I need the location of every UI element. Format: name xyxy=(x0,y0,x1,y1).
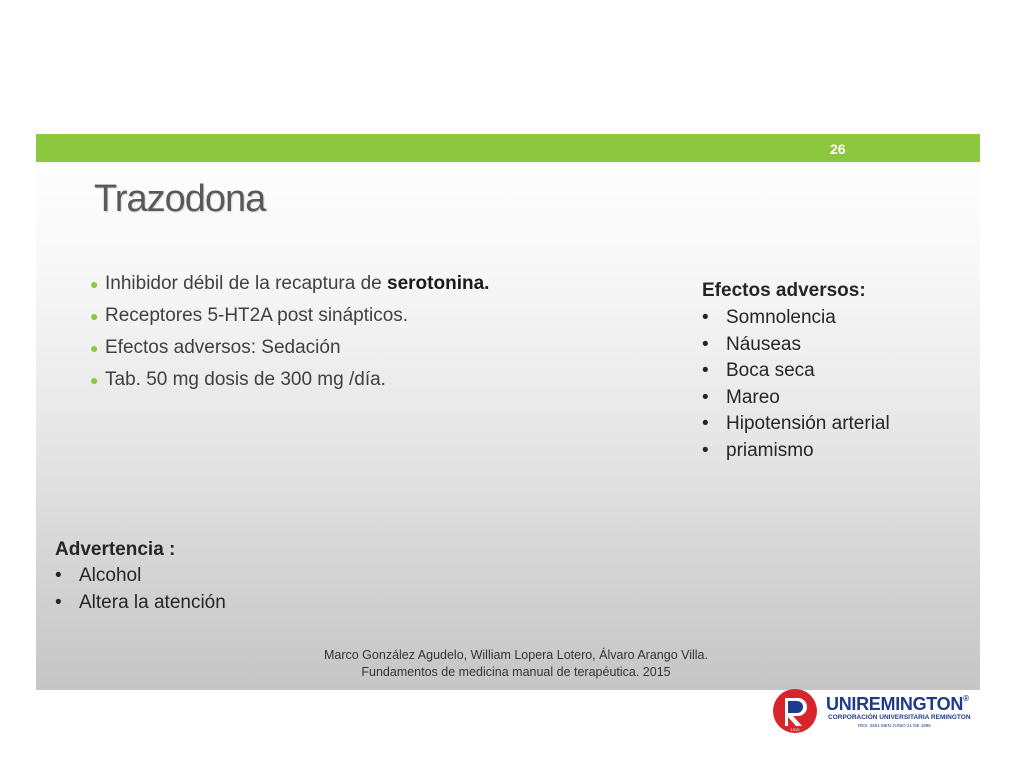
list-item xyxy=(702,385,890,412)
list-item-text: Alcohol xyxy=(79,565,142,586)
list-item-text: Altera la atención xyxy=(79,591,226,613)
warning-title: Advertencia : xyxy=(55,539,176,560)
slide-header-bar xyxy=(36,134,980,162)
slide xyxy=(36,134,980,690)
bullet-icon: • xyxy=(702,386,709,408)
list-item xyxy=(90,300,489,332)
bullet-icon: • xyxy=(702,439,709,461)
warning-list xyxy=(55,563,226,616)
list-item xyxy=(702,438,890,465)
list-item xyxy=(90,332,489,364)
bullet-icon: ● xyxy=(90,372,99,388)
list-item-text: priamismo xyxy=(726,439,814,461)
list-item-text: Efectos adversos: Sedación xyxy=(105,337,341,358)
bullet-icon: ● xyxy=(90,340,99,356)
list-item xyxy=(55,590,226,617)
list-item xyxy=(702,358,890,385)
list-item-text: Mareo xyxy=(726,386,780,408)
bullet-icon: • xyxy=(702,413,709,434)
list-item-text: Boca seca xyxy=(726,360,815,381)
logo-year: 1915 xyxy=(790,727,800,732)
logo-name xyxy=(826,694,969,715)
list-item xyxy=(90,268,489,300)
list-item-text: Tab. 50 mg dosis de 300 mg /día. xyxy=(105,369,386,390)
citation xyxy=(266,647,766,681)
slide-title: Trazodona xyxy=(94,178,266,220)
registered-mark: ® xyxy=(963,694,969,703)
list-item-text: Receptores 5-HT2A post sinápticos. xyxy=(105,305,409,326)
logo-subtitle: CORPORACIÓN UNIVERSITARIA REMINGTON xyxy=(828,714,971,721)
uniremington-logo xyxy=(772,688,982,734)
bullet-icon: • xyxy=(55,565,62,586)
list-item xyxy=(55,563,226,590)
list-item-text: Inhibidor débil de la recaptura de xyxy=(105,273,388,294)
adverse-effects-list xyxy=(702,305,890,464)
citation-authors: Marco González Agudelo, William Lopera Lotero, Álvaro Arango Villa. xyxy=(323,648,708,662)
main-points-list xyxy=(90,268,489,396)
bullet-icon: • xyxy=(702,307,709,328)
adverse-effects-title: Efectos adversos: xyxy=(702,280,866,301)
citation-source: Fundamentos de medicina manual de terapéutica. 2015 xyxy=(361,665,671,679)
slide-number: 26 xyxy=(830,141,846,157)
logo-emblem-icon xyxy=(772,688,818,734)
list-item xyxy=(702,411,890,438)
list-item xyxy=(90,364,489,396)
bullet-icon: • xyxy=(702,333,709,355)
adverse-effects-section xyxy=(702,277,890,464)
bullet-icon: • xyxy=(55,591,62,613)
logo-name-text: UNIREMINGTON xyxy=(826,694,964,714)
warning-section xyxy=(55,536,226,616)
list-item-bold-text: serotonina. xyxy=(387,273,490,294)
list-item-text: Somnolencia xyxy=(726,307,836,328)
list-item xyxy=(702,305,890,332)
list-item-text: Náuseas xyxy=(726,333,801,355)
list-item xyxy=(702,332,890,359)
bullet-icon: • xyxy=(702,360,709,381)
logo-resolution: RES. 2661 MEN JUNIO 21 DE 1996 xyxy=(858,723,931,728)
list-item-text: Hipotensión arterial xyxy=(726,413,890,434)
bullet-icon: ● xyxy=(90,308,99,324)
bullet-icon: ● xyxy=(90,276,99,292)
